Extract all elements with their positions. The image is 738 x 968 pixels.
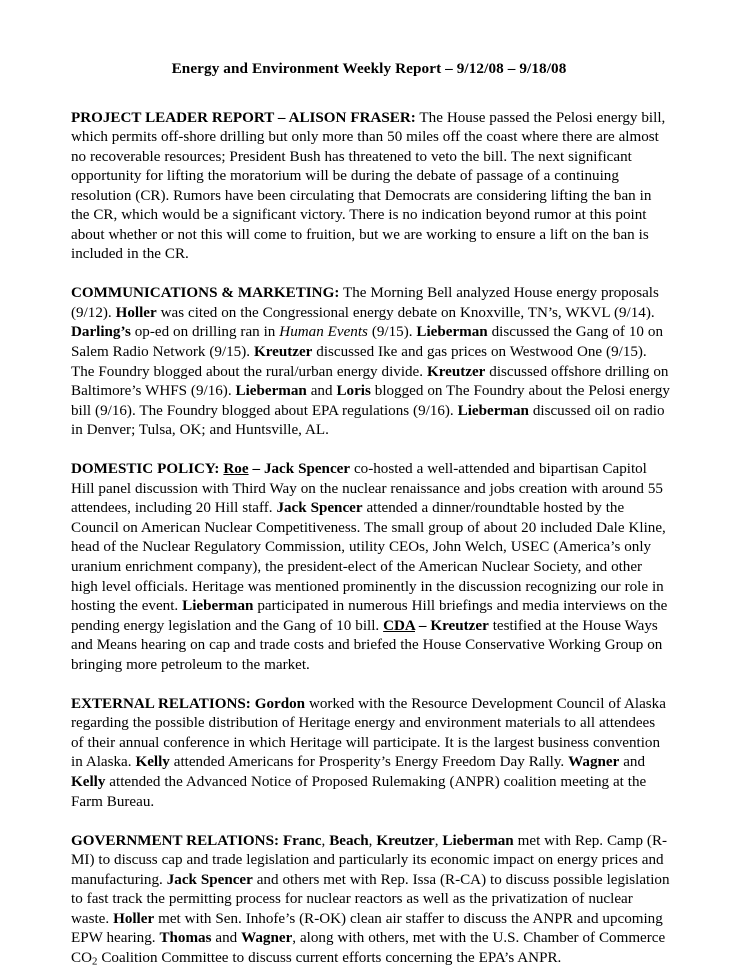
gr-name-beach: Beach <box>329 833 368 849</box>
comm-name-darling: Darling’s <box>71 324 131 340</box>
section-domestic-policy <box>71 460 670 675</box>
gr-text-6: and others met with Rep. Issa (R-CA) to discuss possible legislation to fast track the permitting process for nuclear reactors as well as the privatization of nuclear waste. <box>71 872 670 927</box>
comm-text-4: (9/15). <box>368 324 417 340</box>
section-heading-external-relations: EXTERNAL RELATIONS: <box>71 696 251 712</box>
section-heading-communications: COMMUNICATIONS & MARKETING: <box>71 285 339 301</box>
comm-name-lieberman-2: Lieberman <box>236 383 307 399</box>
er-text-4: and <box>619 754 645 770</box>
dp-text-4: participated in numerous Hill briefings and media interviews on the pending energy legislation and the Gang of 10 bill. <box>71 598 667 634</box>
dp-text-3: attended a dinner/roundtable hosted by the Council on American Nuclear Competitiveness. The small group of about 20 included Dale Kline, head of the Nuclear Regulatory Commission, utility CEOs, John Welch, USEC (America’s only uranium enrichment company), the president-elect of the American Nuclear Society, and other high level officials. Heritage was mentioned prominently in the discussion recognizing our role in hosting the event. <box>71 500 666 614</box>
dp-name-jack-spencer-1: – Jack Spencer <box>249 461 351 477</box>
section-heading-domestic-policy: DOMESTIC POLICY: <box>71 461 219 477</box>
gr-text-3: , <box>369 833 377 849</box>
er-name-kelly-1: Kelly <box>135 754 169 770</box>
comm-name-kreutzer-2: Kreutzer <box>427 364 485 380</box>
comm-name-lieberman-1: Lieberman <box>416 324 487 340</box>
dp-label-cda: CDA <box>383 618 415 634</box>
er-name-kelly-2: Kelly <box>71 774 105 790</box>
gr-name-wagner: Wagner <box>241 930 292 946</box>
dp-text-5: testified at the House Ways and Means hearing on cap and trade costs and briefed the House Conservative Working Group on bringing more petroleum to the market. <box>71 618 662 673</box>
gr-name-holler: Holler <box>113 911 154 927</box>
gr-name-jack-spencer: Jack Spencer <box>167 872 253 888</box>
comm-name-loris: Loris <box>336 383 370 399</box>
comm-name-kreutzer-1: Kreutzer <box>254 344 312 360</box>
comm-text-6: discussed Ike and gas prices on Westwood One (9/15). The Foundry blogged about the rural/urban energy divide. <box>71 344 647 380</box>
comm-name-holler: Holler <box>116 305 157 321</box>
comm-publication-human-events: Human Events <box>279 324 368 340</box>
comm-text-1: The Morning Bell analyzed House energy proposals (9/12). <box>71 285 659 321</box>
gr-name-thomas: Thomas <box>159 930 211 946</box>
gr-text-8: and <box>211 930 241 946</box>
dp-name-kreutzer: – Kreutzer <box>415 618 489 634</box>
comm-text-7: discussed offshore drilling on Baltimore’s WHFS (9/16). <box>71 364 668 400</box>
comm-text-5: discussed the Gang of 10 on Salem Radio Network (9/15). <box>71 324 663 360</box>
document-title: Energy and Environment Weekly Report – 9/12/08 – 9/18/08 <box>0 0 738 79</box>
dp-text-2: co-hosted a well-attended and bipartisan Capitol Hill panel discussion with Third Way on the nuclear renaissance and jobs creation with around 55 attendees, including 20 Hill staff. <box>71 461 663 516</box>
comm-text-3: op-ed on drilling ran in <box>131 324 279 340</box>
gr-text-10: Coalition Committee to discuss current efforts concerning the EPA’s ANPR. <box>97 950 561 966</box>
er-text-2: worked with the Resource Development Council of Alaska regarding the possible distribution of Heritage energy and environment materials to all attendees of their annual conference in which Heritage will participate. It is the largest business convention in Alaska. <box>71 696 666 771</box>
co2-subscript: 2 <box>92 955 97 967</box>
comm-text-2: was cited on the Congressional energy debate on Knoxville, TN’s, WKVL (9/14). <box>157 305 655 321</box>
comm-text-10: discussed oil on radio in Denver; Tulsa, OK; and Huntsville, AL. <box>71 403 665 439</box>
comm-name-lieberman-3: Lieberman <box>458 403 529 419</box>
er-name-wagner: Wagner <box>568 754 619 770</box>
gr-name-franc: Franc <box>283 833 322 849</box>
section-project-leader-report <box>71 109 670 265</box>
section-heading-government-relations: GOVERNMENT RELATIONS: <box>71 833 279 849</box>
section-external-relations <box>71 695 670 812</box>
gr-text-7: met with Sen. Inhofe’s (R-OK) clean air staffer to discuss the ANPR and upcoming EPW hearing. <box>71 911 663 947</box>
gr-text-4: , <box>435 833 443 849</box>
gr-text-2: , <box>322 833 330 849</box>
section-body-project-leader: The House passed the Pelosi energy bill, which permits off-shore drilling but only more than 50 miles off the coast where there are almost no recoverable resources; President Bush has threatened to veto the bill. The next significant opportunity for lifting the moratorium will be during the debate of passage of a continuing resolution (CR). Rumors have been circulating that Democrats are considering lifting the ban in the CR, which would be a significant victory. There is no indication beyond rumor at this point about whether or not this will come to fruition, but we are working to ensure a lift on the ban is included in the CR. <box>71 110 665 263</box>
gr-text-9: , along with others, met with the U.S. Chamber of Commerce CO <box>71 930 665 966</box>
gr-name-lieberman: Lieberman <box>442 833 513 849</box>
er-name-gordon: Gordon <box>255 696 305 712</box>
gr-name-kreutzer: Kreutzer <box>376 833 434 849</box>
gr-text-5: met with Rep. Camp (R-MI) to discuss cap and trade legislation and particularly its economic impact on energy prices and manufacturing. <box>71 833 667 888</box>
comm-text-8: and <box>307 383 337 399</box>
er-text-3: attended Americans for Prosperity’s Energy Freedom Day Rally. <box>170 754 568 770</box>
section-communications-marketing <box>71 284 670 440</box>
dp-label-roe: Roe <box>223 461 248 477</box>
er-text-5: attended the Advanced Notice of Proposed Rulemaking (ANPR) coalition meeting at the Farm Bureau. <box>71 774 646 810</box>
dp-name-jack-spencer-2: Jack Spencer <box>276 500 362 516</box>
comm-text-9: blogged on The Foundry about the Pelosi energy bill (9/16). The Foundry blogged about EPA regulations (9/16). <box>71 383 670 419</box>
document-body <box>0 109 738 968</box>
dp-name-lieberman: Lieberman <box>182 598 253 614</box>
section-heading-project-leader: PROJECT LEADER REPORT – ALISON FRASER: <box>71 110 416 126</box>
